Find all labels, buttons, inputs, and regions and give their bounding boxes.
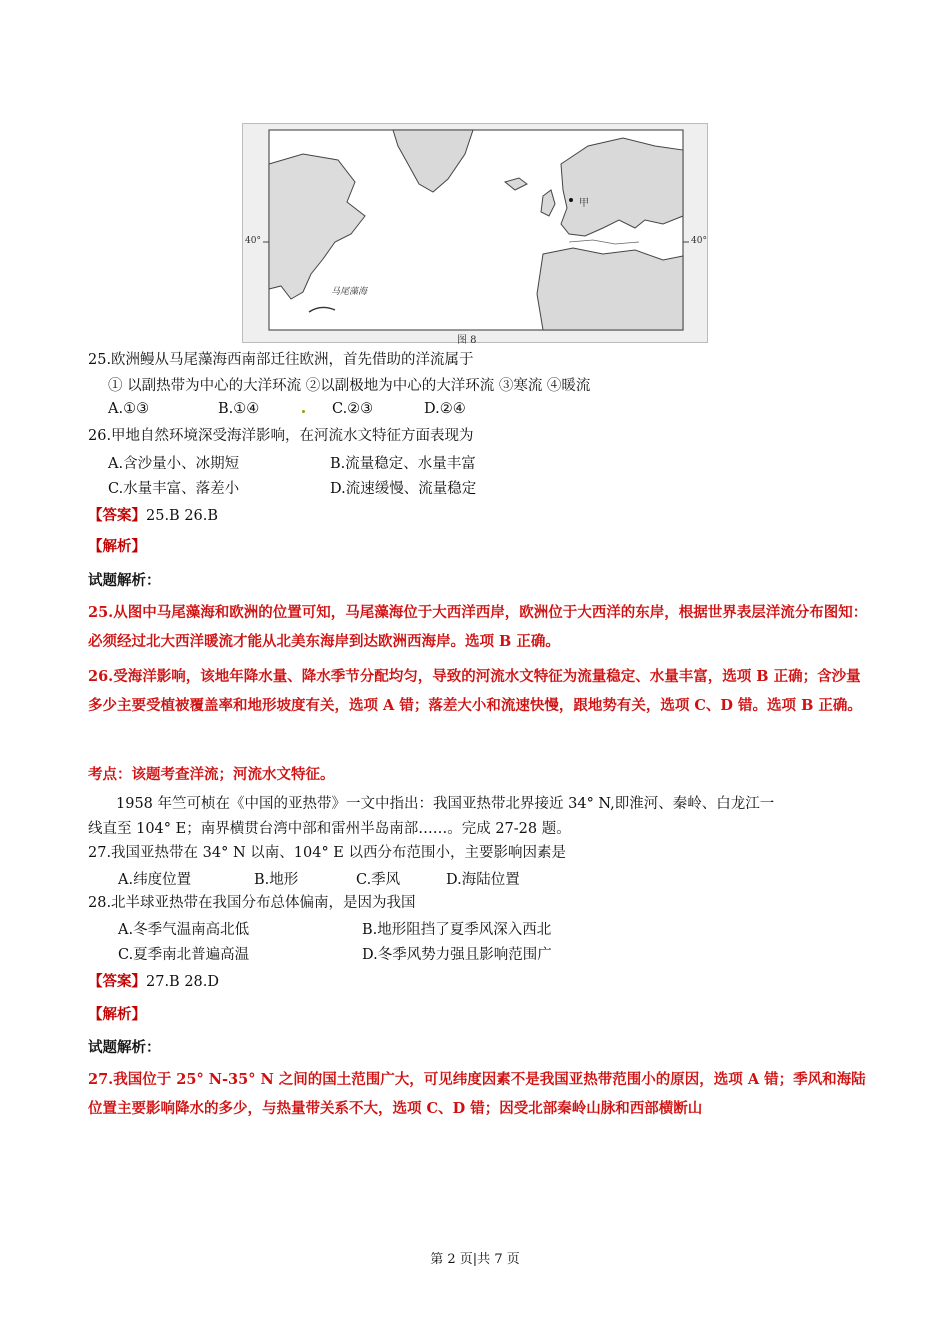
answer-tag-2: 【答案】 xyxy=(88,973,146,990)
question-25-option-d: D.②④ xyxy=(424,401,466,417)
stray-dot xyxy=(302,410,305,413)
answer-tag: 【答案】 xyxy=(88,507,146,524)
passage-line-1: 1958 年竺可桢在《中国的亚热带》一文中指出：我国亚热带北界接近 34° N,即淮河、秦岭、白龙江一 xyxy=(116,796,775,812)
question-27-option-c: C.季风 xyxy=(356,872,401,888)
jia-label: 甲 xyxy=(579,198,589,209)
question-28-option-d: D.冬季风势力强且影响范围广 xyxy=(362,947,552,963)
sargasso-sea-label: 马尾藻海 xyxy=(331,287,368,297)
lat-label-left: 40° xyxy=(245,236,261,246)
analysis-title-2: 试题解析： xyxy=(88,1039,161,1056)
answer-text: 25.B 26.B xyxy=(146,508,219,524)
question-25-option-a: A.①③ xyxy=(108,401,150,417)
question-28-stem: 28.北半球亚热带在我国分布总体偏南，是因为我国 xyxy=(88,895,416,911)
answer-text-2: 27.B 28.D xyxy=(146,974,220,990)
passage-line-2: 线直至 104° E；南界横贯台湾中部和雷州半岛南部……。完成 27-28 题。 xyxy=(88,821,571,837)
africa-shape xyxy=(537,248,683,330)
atlantic-map-figure xyxy=(242,123,708,346)
question-27-stem: 27.我国亚热带在 34° N 以南、104° E 以西分布范围小，主要影响因素是 xyxy=(88,845,567,861)
answer-27-28 xyxy=(88,972,219,992)
question-25-choices: ① 以副热带为中心的大洋环流 ②以副极地为中心的大洋环流 ③寒流 ④暖流 xyxy=(108,378,591,394)
lat-label-right: 40° xyxy=(691,236,707,246)
question-25-stem: 25.欧洲鳗从马尾藻海西南部迁往欧洲，首先借助的洋流属于 xyxy=(88,352,474,368)
europe-shape xyxy=(561,138,683,236)
question-27-option-a: A.纬度位置 xyxy=(118,872,192,888)
explanation-26: 26.受海洋影响，该地年降水量、降水季节分配均匀，导致的河流水文特征为流量稳定、水量丰富，选项 B 正确；含沙量多少主要受植被覆盖率和地形坡度有关，选项 A 错；落差大小和流速快慢，跟地势有关，选项 C、D 错。选项 B 正确。 xyxy=(88,668,862,714)
question-26-option-b: B.流量稳定、水量丰富 xyxy=(330,456,476,472)
question-25-option-c: C.②③ xyxy=(332,401,374,417)
question-26-option-a: A.含沙量小、冰期短 xyxy=(108,456,240,472)
figure-caption: 图 8 xyxy=(457,335,477,346)
question-25-option-b: B.①④ xyxy=(218,401,260,417)
map-drawing xyxy=(243,124,709,344)
analysis-tag-2: 【解析】 xyxy=(88,1006,146,1023)
explanation-27: 27.我国位于 25° N-35° N 之间的国土范围广大，可见纬度因素不是我国亚热带范围小的原因，选项 A 错；季风和海陆位置主要影响降水的多少，与热量带关系不大，选项 C、D 错；因受北部秦岭山脉和西部横断山 xyxy=(88,1071,866,1117)
question-28-option-b: B.地形阻挡了夏季风深入西北 xyxy=(362,922,552,938)
question-26-option-d: D.流速缓慢、流量稳定 xyxy=(330,481,477,497)
analysis-title: 试题解析： xyxy=(88,572,161,589)
kaodian: 考点：该题考查洋流；河流水文特征。 xyxy=(88,766,335,783)
jia-dot xyxy=(569,198,573,202)
question-27-option-b: B.地形 xyxy=(254,872,299,888)
answer-25-26 xyxy=(88,506,218,526)
question-28-option-a: A.冬季气温南高北低 xyxy=(118,922,250,938)
question-26-stem: 26.甲地自然环境深受海洋影响，在河流水文特征方面表现为 xyxy=(88,428,474,444)
page-footer: 第 2 页|共 7 页 xyxy=(430,1252,520,1267)
question-27-option-d: D.海陆位置 xyxy=(446,872,520,888)
explanation-25: 25.从图中马尾藻海和欧洲的位置可知，马尾藻海位于大西洋西岸，欧洲位于大西洋的东岸，根据世界表层洋流分布图知：必须经过北大西洋暖流才能从北美东海岸到达欧洲西海岸。选项 B 正确。 xyxy=(88,604,868,650)
question-28-option-c: C.夏季南北普遍高温 xyxy=(118,947,250,963)
analysis-tag: 【解析】 xyxy=(88,538,146,555)
question-26-option-c: C.水量丰富、落差小 xyxy=(108,481,240,497)
